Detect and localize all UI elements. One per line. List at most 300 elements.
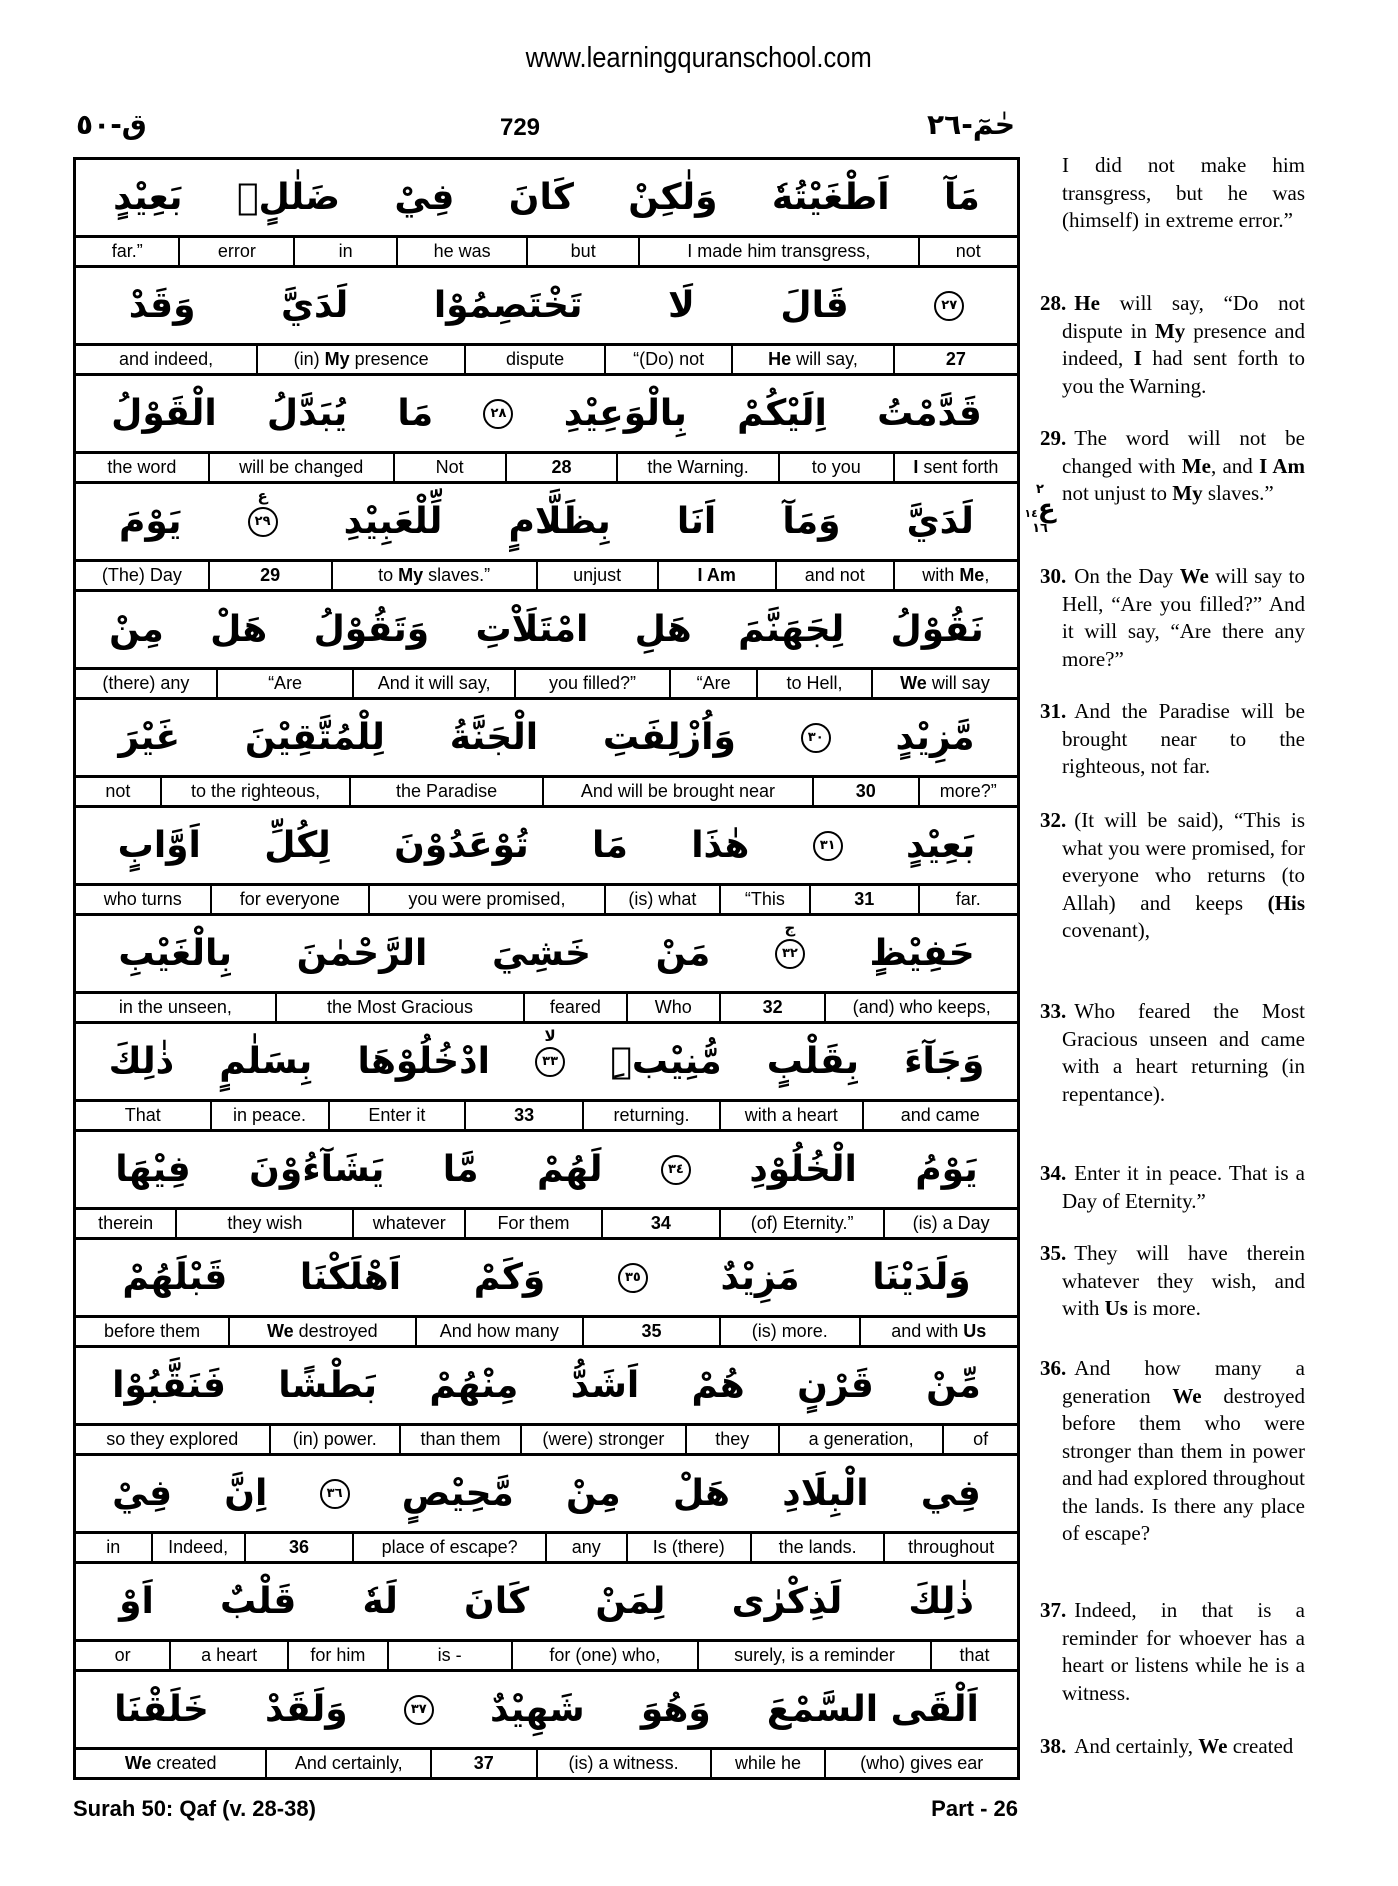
verse-translation-text: [1062, 1161, 1305, 1213]
divine-pronoun: I: [913, 457, 919, 477]
arabic-word: لَهٗ: [362, 1580, 398, 1622]
word-meaning: [745, 1105, 838, 1126]
word-meaning: [581, 781, 775, 802]
word-meaning: [551, 457, 571, 478]
ayah-number: ٣٧: [410, 1702, 427, 1717]
word-meaning-cell: [265, 1750, 430, 1777]
word-meaning: [98, 1213, 153, 1234]
word-meaning: [549, 673, 636, 694]
word-meaning: [572, 1537, 601, 1558]
meaning-text: and came: [900, 1105, 980, 1125]
arabic-word: مَنْ: [655, 932, 711, 974]
text-segment: The word will not be changed with: [1062, 426, 1305, 478]
word-meaning-cell: [669, 670, 756, 697]
word-meaning: [779, 1537, 857, 1558]
arabic-word: لِكُلِّ: [264, 824, 331, 866]
word-meaning: [227, 1213, 302, 1234]
verse-block: [76, 700, 1017, 808]
meaning-text: 28: [551, 457, 572, 477]
arabic-word: غَيْرَ: [118, 716, 181, 758]
arabic-word: ضَلٰلٍۢ: [236, 176, 341, 218]
verse-number-cell: [208, 562, 331, 589]
pause-mark: لا: [544, 1026, 556, 1045]
meaning-text: 33: [514, 1105, 535, 1125]
arabic-row: [76, 592, 1017, 670]
word-meaning: [105, 781, 130, 802]
arabic-word: هُمْ: [691, 1364, 745, 1406]
word-meaning: [901, 1105, 980, 1126]
word-meaning: [856, 781, 876, 802]
ayah-number-marker: [535, 1026, 565, 1077]
arabic-word: مَّحِيْصٍ: [401, 1472, 514, 1514]
arabic-row: [76, 268, 1017, 346]
verse-block: [76, 1672, 1017, 1777]
word-meaning: [125, 1105, 161, 1126]
ayah-number-marker: [320, 1479, 350, 1509]
verse-number-cell: [582, 1318, 719, 1345]
text-segment: destroyed before them who were stronger than them in power and had explored throughout the lands. Is there any place of escape?: [1062, 1383, 1305, 1545]
ayah-number: ٣١: [819, 838, 836, 853]
verse-block: [76, 268, 1017, 376]
text-segment: created: [1227, 1734, 1294, 1758]
verse-translation: [1040, 425, 1305, 508]
arabic-word: اَوَّابٍ: [117, 824, 201, 866]
arabic-word: قَدَّمْتُ: [877, 392, 982, 434]
meaning-text: they: [715, 1429, 750, 1449]
meaning-text: whatever: [372, 1213, 446, 1233]
meaning-prefix: to: [378, 565, 399, 585]
verse-translation: [1040, 807, 1305, 945]
ruku-middle-number: ١٤: [1024, 507, 1038, 520]
word-meaning-cell: [256, 346, 464, 373]
word-meaning-cell: [396, 238, 526, 265]
ayah-number: ٣٦: [326, 1486, 343, 1501]
meaning-text: before them: [104, 1321, 201, 1341]
word-meaning-cell: [76, 1642, 169, 1669]
verse-translation-number: 28.: [1040, 291, 1067, 315]
meaning-text: while he: [734, 1753, 801, 1773]
word-meaning-cell: [464, 1210, 601, 1237]
meaning-text: to the righteous,: [191, 781, 321, 801]
english-row: [76, 1318, 1017, 1345]
word-meaning: [946, 349, 966, 370]
meaning-text: (is) more.: [751, 1321, 828, 1341]
meaning-text: And how many: [439, 1321, 559, 1341]
arabic-row: [76, 1240, 1017, 1318]
divine-reference: Me: [1181, 453, 1211, 478]
word-meaning-cell: [859, 1318, 1017, 1345]
meaning-text: will say: [926, 673, 990, 693]
verse-translation-number: 36.: [1040, 1356, 1067, 1380]
ayah-number-marker: [618, 1263, 648, 1293]
verse-translation: [1040, 1160, 1305, 1215]
word-meaning: [900, 673, 990, 694]
arabic-word: وَاُزْلِفَتِ: [602, 716, 736, 758]
verse-block: [76, 1240, 1017, 1348]
word-meaning: [112, 241, 143, 262]
word-meaning: [940, 781, 997, 802]
word-meaning: [751, 1213, 854, 1234]
arabic-word: اَطْغَيْتُهٗ: [771, 176, 890, 218]
meaning-text: in peace.: [233, 1105, 307, 1125]
verse-translation-number: 29.: [1040, 426, 1067, 450]
word-meaning: [267, 1321, 378, 1342]
word-meaning-cell: [883, 1534, 1017, 1561]
meaning-text: more?”: [939, 781, 997, 801]
word-meaning-cell: [824, 1750, 1017, 1777]
word-meaning-cell: [349, 778, 542, 805]
meaning-text: 34: [650, 1213, 671, 1233]
word-meaning-cell: [216, 670, 353, 697]
meaning-text: 36: [289, 1537, 310, 1557]
word-meaning: [408, 889, 565, 910]
word-meaning-cell: [604, 346, 731, 373]
meaning-text: 31: [854, 889, 875, 909]
word-meaning: [339, 241, 353, 262]
ayah-number: ٣٥: [624, 1270, 641, 1285]
word-meaning-cell: [76, 670, 216, 697]
meaning-text: in the unseen,: [118, 997, 232, 1017]
meaning-text: place of escape?: [381, 1537, 518, 1557]
word-meaning: [569, 1753, 679, 1774]
meaning-text: to Hell,: [786, 673, 843, 693]
word-meaning: [119, 349, 213, 370]
word-meaning-cell: [210, 1102, 328, 1129]
meaning-text: 27: [945, 349, 966, 369]
ayah-number-marker: [661, 1155, 691, 1185]
arabic-row: [76, 1348, 1017, 1426]
meaning-text: “This: [744, 889, 785, 909]
arabic-word: اَلْقَى السَّمْعَ: [766, 1688, 979, 1730]
arabic-word: مَا: [592, 824, 628, 866]
arabic-word: وَلَدَيْنَا: [872, 1256, 971, 1298]
word-meaning-cell: [778, 1426, 943, 1453]
word-meaning-cell: [352, 670, 513, 697]
divine-reference: I: [1133, 346, 1142, 370]
meaning-text: you were promised,: [408, 889, 566, 909]
arabic-word: لِّلْعَبِيْدِ: [343, 500, 443, 542]
arabic-word: لَا: [668, 284, 695, 326]
verse-translation-text: [1062, 999, 1305, 1106]
divine-reference: He: [1074, 291, 1100, 315]
text-segment: will say, “Do not dispute in: [1062, 291, 1305, 343]
verse-number-cell: [601, 1210, 719, 1237]
arabic-word: حَفِيْظٍ: [869, 932, 975, 974]
meaning-text: I made him transgress,: [687, 241, 871, 261]
meaning-text: any: [571, 1537, 601, 1557]
arabic-word: فِي: [920, 1472, 981, 1514]
meaning-text: a heart: [201, 1645, 258, 1665]
word-meaning: [550, 997, 601, 1018]
meaning-text: of: [973, 1429, 989, 1449]
meaning-text: “Are: [696, 673, 731, 693]
word-meaning-cell: [731, 346, 892, 373]
divine-pronoun: He: [768, 349, 792, 369]
verse-translation-text: [1062, 153, 1305, 232]
english-row: [76, 1534, 1017, 1561]
word-meaning: [651, 1213, 671, 1234]
arabic-word: بَعِيْدٍ: [113, 176, 183, 218]
arabic-word: ذٰلِكَ: [108, 1040, 175, 1082]
text-segment: And how many a generation: [1062, 1356, 1305, 1408]
word-meaning-cell: [464, 346, 604, 373]
word-meaning: [289, 1537, 309, 1558]
arabic-word: اِلَيْكُمْ: [737, 392, 827, 434]
arabic-word: اَهْلَكْنَا: [299, 1256, 402, 1298]
word-meaning-cell: [523, 994, 625, 1021]
meaning-prefix: (in): [293, 349, 325, 369]
word-meaning: [959, 1645, 989, 1666]
arabic-word: لَذِكْرٰى: [731, 1580, 843, 1622]
verse-translation-text: [1062, 426, 1305, 505]
word-meaning-cell: [169, 1642, 287, 1669]
word-meaning-cell: [526, 238, 638, 265]
word-meaning: [853, 997, 991, 1018]
divine-pronoun: We: [900, 673, 927, 693]
word-meaning: [106, 1429, 238, 1450]
word-meaning: [368, 1105, 425, 1126]
word-meaning: [641, 1321, 661, 1342]
verse-translation-number: 30.: [1040, 564, 1067, 588]
meaning-text: and not: [804, 565, 865, 585]
verse-number-cell: [809, 886, 918, 913]
meaning-text: (in) power.: [292, 1429, 377, 1449]
meaning-text: will be changed: [239, 457, 364, 477]
meaning-text: Enter it: [368, 1105, 426, 1125]
footer-surah-info: Surah 50: Qaf (v. 28-38): [73, 1796, 316, 1821]
arabic-word: فِيْهَا: [115, 1148, 191, 1190]
word-meaning: [549, 1645, 660, 1666]
arabic-row: [76, 160, 1017, 238]
divine-reference: We: [1179, 564, 1209, 588]
verse-translation-number: 32.: [1040, 808, 1067, 832]
word-meaning-cell: [160, 778, 349, 805]
arabic-word: لَدَيَّ: [281, 284, 349, 326]
word-meaning-cell: [685, 1426, 778, 1453]
juz-header-label: حٰمٓ-٢٦: [927, 108, 1015, 141]
word-meaning: [956, 889, 981, 910]
arabic-word: ذٰلِكَ: [908, 1580, 974, 1622]
arabic-word: وَمَآ: [782, 500, 841, 542]
meaning-text: “(Do) not: [633, 349, 705, 369]
word-meaning-cell: [76, 454, 208, 481]
arabic-word: وَلَقَدْ: [265, 1688, 348, 1730]
arabic-row: [76, 1132, 1017, 1210]
word-meaning: [653, 1537, 725, 1558]
arabic-word: قَالَ: [780, 284, 849, 326]
arabic-word: بِسَلٰمٍ: [219, 1040, 313, 1082]
arabic-word: وَهُوَ: [640, 1688, 711, 1730]
word-meaning-cell: [287, 1642, 386, 1669]
arabic-word: مِّنْ: [926, 1364, 981, 1406]
word-meaning: [168, 1537, 228, 1558]
text-segment: , and: [1210, 453, 1260, 478]
meaning-text: (there) any: [102, 673, 190, 693]
arabic-word: لِلْمُتَّقِيْنَ: [244, 716, 385, 758]
surah-header-label: ق-٥٠: [76, 108, 147, 141]
word-meaning-cell: [697, 1642, 930, 1669]
divine-reference: I Am: [1259, 453, 1305, 478]
word-meaning: [107, 457, 176, 478]
verse-number-cell: [505, 454, 617, 481]
english-row: [76, 562, 1017, 589]
verse-block: [76, 916, 1017, 1024]
arabic-word: اَنَا: [676, 500, 717, 542]
verse-block: [76, 376, 1017, 484]
word-meaning-cell: [387, 1642, 511, 1669]
ayah-number-marker: [775, 918, 805, 969]
word-meaning: [396, 781, 497, 802]
meaning-text: Not: [435, 457, 464, 477]
footer-part: Part - 26: [931, 1796, 1018, 1821]
word-meaning: [310, 1645, 365, 1666]
meaning-text: in: [338, 241, 353, 261]
verse-translation: [1040, 698, 1305, 781]
meaning-text: created: [151, 1753, 217, 1773]
ayah-number: ٢٧: [941, 298, 958, 313]
word-meaning: [119, 997, 232, 1018]
text-segment: is more.: [1127, 1296, 1201, 1320]
word-meaning: [715, 1429, 749, 1450]
word-meaning: [542, 1429, 664, 1450]
word-meaning-cell: [657, 562, 775, 589]
text-segment: Indeed, in that is a reminder for whoever has a heart or listens while he is a witness.: [1062, 1598, 1305, 1705]
verse-block: [76, 1132, 1017, 1240]
meaning-text: And certainly,: [294, 1753, 403, 1773]
arabic-word: مَّزِيْدٍ: [895, 716, 975, 758]
meaning-text: dispute: [506, 349, 565, 369]
divine-reference: My: [1172, 481, 1203, 505]
arabic-word: مَا: [397, 392, 434, 434]
meaning-text: but: [570, 241, 596, 261]
word-meaning-cell: [582, 1102, 719, 1129]
meaning-text: returning.: [613, 1105, 690, 1125]
arabic-word: وَقَدْ: [128, 284, 196, 326]
arabic-word: مَآ: [944, 176, 980, 218]
arabic-word: مِنْ: [109, 608, 164, 650]
word-meaning: [434, 241, 491, 262]
verse-number-cell: [893, 346, 1017, 373]
word-meaning: [956, 241, 981, 262]
meaning-text: for (one) who,: [549, 1645, 661, 1665]
divine-pronoun: We: [124, 1753, 152, 1773]
meaning-text: Who: [654, 997, 692, 1017]
word-meaning: [735, 1753, 801, 1774]
arabic-word: امْتَلَاْتِ: [475, 608, 589, 650]
meaning-text: “Are: [268, 673, 303, 693]
arabic-word: ادْخُلُوْهَا: [357, 1040, 490, 1082]
word-meaning: [697, 673, 731, 694]
word-meaning-cell: [76, 562, 208, 589]
word-meaning-cell: [76, 994, 275, 1021]
verse-translation-text: [1062, 699, 1305, 778]
word-meaning: [295, 1753, 403, 1774]
word-meaning-cell: [269, 1426, 399, 1453]
word-meaning-cell: [210, 886, 368, 913]
verse-translation: [1040, 1355, 1305, 1548]
english-row: [76, 778, 1017, 805]
word-meaning-cell: [536, 562, 657, 589]
verse-translation: [1040, 152, 1305, 235]
arabic-word: وَجَآءَ: [904, 1040, 985, 1082]
word-meaning-cell: [604, 886, 719, 913]
meaning-text: 37: [473, 1753, 494, 1773]
divine-reference: Us: [1104, 1296, 1128, 1320]
word-meaning: [913, 457, 998, 478]
word-meaning-cell: [719, 886, 809, 913]
meaning-text: destroyed: [293, 1321, 378, 1341]
pause-mark: ج: [784, 918, 796, 937]
arabic-word: كَانَ: [508, 176, 574, 218]
word-meaning: [102, 565, 182, 586]
meaning-text: in: [106, 1537, 121, 1557]
word-meaning: [239, 457, 363, 478]
word-meaning-cell: [76, 1318, 228, 1345]
meaning-text: feared: [549, 997, 601, 1017]
divine-pronoun: I Am: [697, 565, 736, 585]
word-meaning: [655, 997, 692, 1018]
arabic-word: مِنْهُمْ: [429, 1364, 519, 1406]
divine-reference: We: [1198, 1734, 1228, 1758]
text-segment: slaves.”: [1202, 481, 1274, 505]
word-meaning-cell: [871, 670, 1017, 697]
verse-block: [76, 1348, 1017, 1456]
arabic-word: يَوْمَ: [119, 500, 182, 542]
word-meaning: [373, 1213, 446, 1234]
ayah-number: ٣٣: [542, 1054, 559, 1069]
verse-translation-text: [1074, 1734, 1293, 1758]
ayah-number-marker: [813, 831, 843, 861]
word-meaning: [104, 889, 182, 910]
verse-number-cell: [464, 1102, 582, 1129]
word-meaning: [438, 1645, 462, 1666]
text-segment: I did not make him transgress, but he was (himself) in extreme error.”: [1062, 153, 1305, 232]
meaning-text: you filled?”: [548, 673, 637, 693]
meaning-prefix: with: [922, 565, 960, 585]
arabic-word: مَّا: [442, 1148, 479, 1190]
word-meaning-cell: [514, 670, 669, 697]
meaning-text: Is (there): [652, 1537, 725, 1557]
word-meaning-cell: [368, 886, 604, 913]
ayah-number-marker: [483, 399, 513, 429]
verse-block: [76, 160, 1017, 268]
ayah-number: ٢٨: [490, 406, 507, 421]
divine-pronoun: My: [398, 565, 424, 585]
word-meaning-cell: [918, 886, 1017, 913]
word-meaning-cell: [756, 670, 871, 697]
word-meaning: [506, 349, 564, 370]
arabic-row: [76, 1564, 1017, 1642]
meaning-text: 32: [762, 997, 783, 1017]
verse-translation-text: [1062, 564, 1305, 671]
meaning-text: who turns: [103, 889, 182, 909]
arabic-word: بِالْوَعِيْدِ: [563, 392, 687, 434]
text-segment: Who feared the Most Gracious unseen and came with a heart returning (in repentance).: [1062, 999, 1305, 1106]
word-meaning-cell: [511, 1642, 697, 1669]
arabic-word: مُّنِيْبِۨ: [610, 1040, 722, 1082]
arabic-word: الْجَنَّةُ: [449, 716, 539, 758]
arabic-word: وَكَمْ: [473, 1256, 546, 1298]
arabic-word: بَعِيْدٍ: [905, 824, 976, 866]
verse-translation-number: 31.: [1040, 699, 1067, 723]
meaning-text: (of) Eternity.”: [750, 1213, 854, 1233]
meaning-text: the Paradise: [396, 781, 498, 801]
english-row: [76, 238, 1017, 265]
arabic-word: اَوْ: [119, 1580, 154, 1622]
divine-reference: We: [1172, 1383, 1202, 1408]
meaning-prefix: and with: [891, 1321, 964, 1341]
meaning-text: therein: [98, 1213, 154, 1233]
